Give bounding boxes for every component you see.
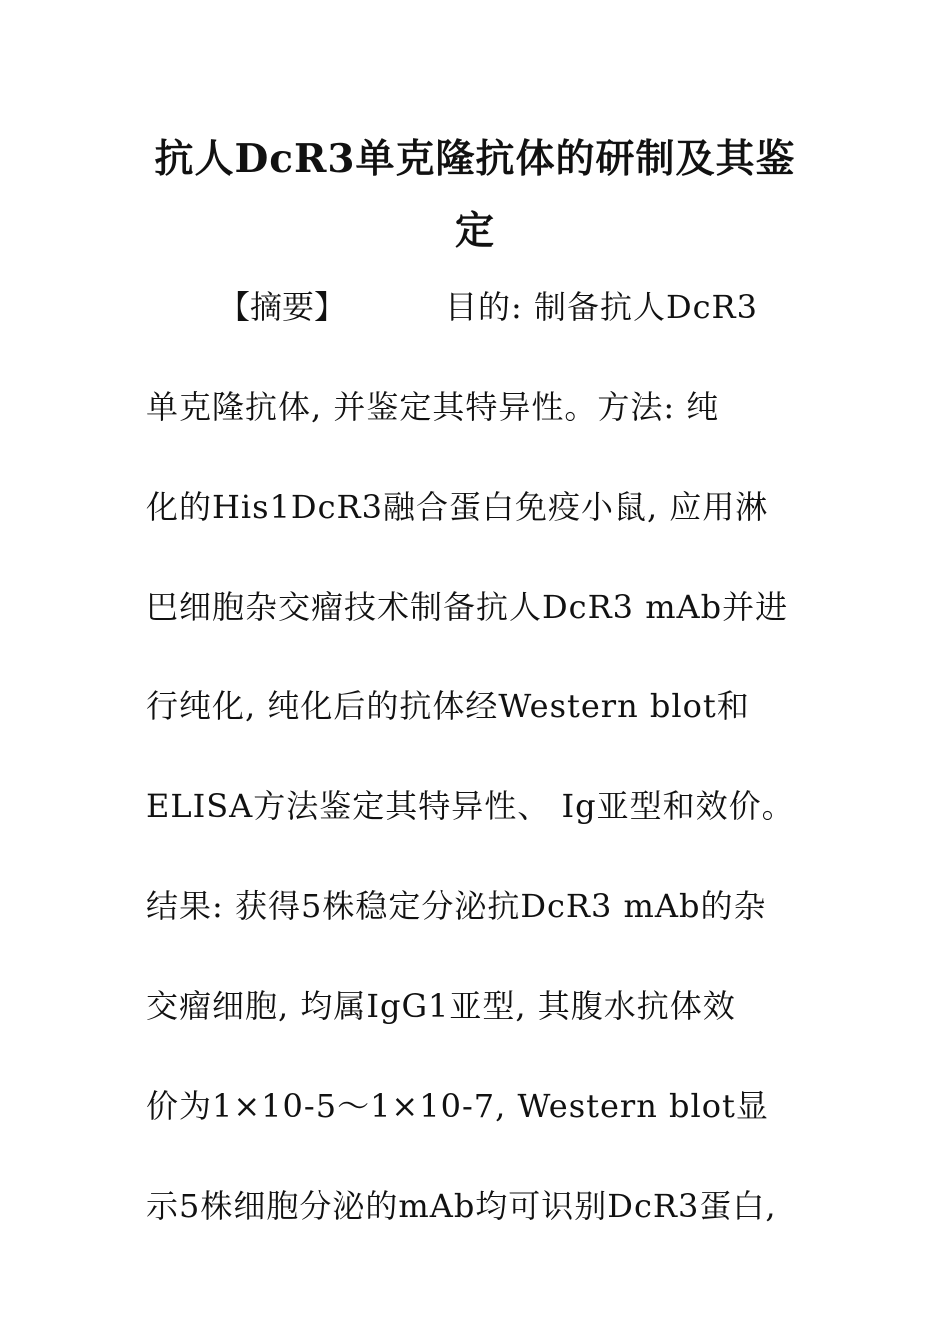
abstract-line-5: 行纯化, 纯化后的抗体经Western blot和 [146,687,750,725]
abstract-line-10: 示5株细胞分泌的mAb均可识别DcR3蛋白, [146,1187,777,1225]
abstract-line-1: 目的: 制备抗人DcR3 [445,288,758,326]
document-title-line-1: 抗人DcR3单克隆抗体的研制及其鉴 [154,136,796,182]
abstract-line-8: 交瘤细胞, 均属IgG1亚型, 其腹水抗体效 [146,987,736,1025]
abstract-line-9: 价为1×10-5～1×10-7, Western blot显 [146,1087,769,1125]
abstract-line-6: ELISA方法鉴定其特异性、 Ig亚型和效价。 [146,787,795,825]
abstract-line-7: 结果: 获得5株稳定分泌抗DcR3 mAb的杂 [146,887,767,925]
document-title-line-2: 定 [454,208,495,254]
abstract-line-3: 化的His1DcR3融合蛋白免疫小鼠, 应用淋 [146,488,769,526]
abstract-line-2: 单克隆抗体, 并鉴定其特异性。方法: 纯 [146,388,720,426]
abstract-label: 【摘要】 [218,288,347,326]
abstract-line-4: 巴细胞杂交瘤技术制备抗人DcR3 mAb并进 [146,588,789,626]
